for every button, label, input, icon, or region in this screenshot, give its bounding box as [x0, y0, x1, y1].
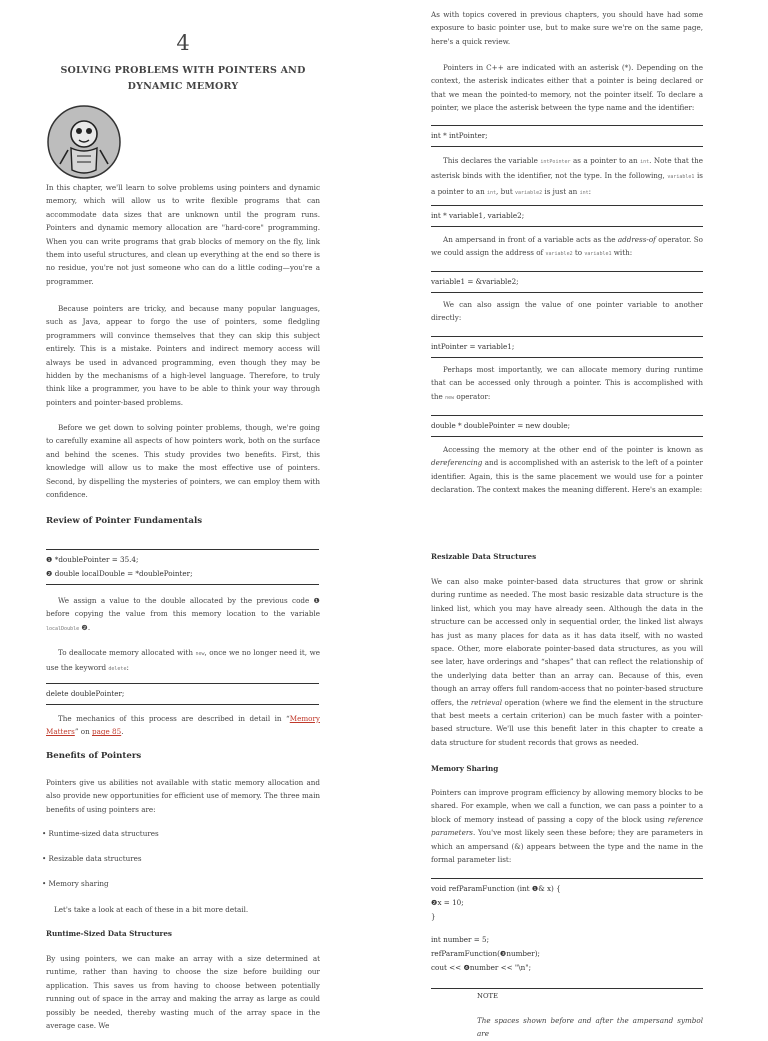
chapter-title	[46, 63, 320, 95]
note-paragraph: The spaces shown before and after the ampersand symbol are	[477, 1016, 703, 1039]
detail-paragraph: Let's take a look at each of these in a bit more detail.	[54, 905, 249, 914]
runtime-paragraph: By using pointers, we can make an array with a size determined at runtime, rather than having to choose the size before building our application. This saves us from having to choose between potentially running out of space in the array and making the array as large as could possibly be needed, thereby wasting much of the array space in the average case. We	[46, 954, 320, 1031]
review-paragraph-1: As with topics covered in previous chapters, you should have had some exposure to basic pointer use, but to make sure we're on the same page, here's a quick review.	[431, 10, 703, 46]
text-run: operation (where we find the element in the structure that best meets a certain criterion) can be much faster with a pointer-based structure. We'll use this benefit later in this chapter to create a data structure for student records that grows as needed.	[431, 697, 703, 747]
resizable-paragraph	[431, 575, 703, 749]
text-run: with:	[611, 248, 633, 258]
inline-code: localDouble	[46, 625, 80, 632]
chapter-title-line2: DYNAMIC MEMORY	[127, 81, 239, 92]
code-block-two-vars: int * variable1, variable2;	[431, 205, 703, 227]
text-run: Perhaps most importantly, we can allocate memory during runtime that can be accessed only through a pointer. This is accomplished with the	[431, 365, 703, 401]
dereferencing-paragraph	[431, 443, 703, 497]
chapter-number: 4	[176, 31, 190, 55]
text-run: :	[126, 663, 129, 673]
review-paragraph-2: Pointers in C++ are indicated with an asterisk (*). Depending on the context, the asterisk indicates either that a pointer is being declared or that we mean the pointed-to memory, not the pointer itself. To declare a pointer, we place the asterisk between the type name and the identifier:	[431, 63, 703, 113]
text-run: .	[121, 727, 124, 737]
text-run: Accessing the memory at the other end of the pointer is known as	[443, 445, 703, 454]
code-block-ref-param-call	[431, 933, 703, 978]
text-run: To deallocate memory allocated with	[58, 648, 196, 657]
memory-sharing-paragraph	[431, 786, 703, 866]
inline-code: int	[579, 189, 589, 196]
code-line: }	[431, 912, 436, 921]
address-of-paragraph	[431, 233, 703, 262]
runtime-heading: Runtime-Sized Data Structures	[46, 929, 172, 938]
text-run: The mechanics of this process are described in detail in “	[58, 714, 290, 723]
emphasis: address-of	[617, 235, 656, 244]
code-block-dereference	[46, 549, 319, 585]
text-run: . You've most likely seen these before; they are parameters in which an ampersand (&) appears between the type and the name in the formal parameter list:	[431, 828, 703, 865]
note-rule	[431, 988, 703, 989]
inline-code: int	[487, 189, 497, 196]
emphasis: retrieval	[470, 697, 503, 707]
code-block-assign-pointer: intPointer = variable1;	[431, 336, 703, 358]
inline-code: int	[640, 159, 650, 165]
inline-code: new	[445, 394, 455, 401]
text-run: We can also make pointer-based data structures that grow or shrink during runtime as needed. The most basic resizable data structure is the linked list, which you may have already seen. Although the data in the structure can be accessed only in sequential order, the linked list always has just as many places for data as it has data itself, with no wasted space. Other, more elaborate pointer-based data structures, as you will see later, have orderings and “shapes” that can reflect the relationship of the underlying data better than an array can. Because of this, even though an array offers full random-access that no pointer-based structure offers, the	[431, 577, 703, 707]
text-run: :	[588, 186, 592, 196]
inline-code: intPointer	[540, 159, 571, 165]
declare-paragraph	[431, 154, 703, 200]
inline-code: new	[195, 651, 205, 657]
code-block-address: variable1 = &variable2;	[431, 271, 703, 293]
text-run: ❷.	[79, 622, 91, 632]
text-run: ” on	[74, 727, 93, 737]
memory-sharing-heading: Memory Sharing	[431, 764, 499, 773]
note-label: NOTE	[477, 992, 499, 1000]
code-line: ❷x = 10;	[431, 898, 464, 907]
mechanics-paragraph	[46, 712, 320, 739]
intro-paragraph-3: Before we get down to solving pointer problems, though, we're going to carefully examine all aspects of how pointers work, both on the surface and behind the scenes. This study provides two benefits. First, this knowledge will allow us to make the most effective use of pointers. Second, by dispelling the mysteries of pointers, we can employ them with confidence.	[46, 423, 320, 500]
page-85-link[interactable]: page 85	[92, 727, 122, 737]
memory-matters-link[interactable]: Memory Matters	[46, 714, 320, 737]
code-block-delete: delete doublePointer;	[46, 683, 319, 705]
text-run: is a pointer to an	[431, 171, 703, 196]
chapter-title-line1: SOLVING PROBLEMS WITH POINTERS AND	[60, 65, 306, 76]
assign-pointer-paragraph: We can also assign the value of one pointer variable to another directly:	[431, 300, 703, 323]
code-line: int number = 5;	[431, 935, 490, 944]
text-run: is just an	[542, 186, 580, 196]
text-run: Pointers can improve program efficiency by allowing memory blocks to be shared. For example, when we call a function, we can pass a pointer to a block of memory instead of passing a copy of the block using	[431, 788, 703, 824]
benefits-paragraph: Pointers give us abilities not available with static memory allocation and also provide new opportunities for efficient use of memory. The three main benefits of using pointers are:	[46, 778, 320, 814]
inline-code: variable1	[584, 251, 612, 258]
code-block-ref-param-function	[431, 878, 703, 927]
code-line: cout << ❹number << "\n";	[431, 963, 531, 972]
emphasis: reference parameters	[431, 814, 703, 838]
inline-code: variable2	[515, 189, 543, 196]
text-run: This declares the variable	[443, 156, 541, 165]
emphasis: dereferencing	[431, 458, 483, 468]
code-line: refParamFunction(❸number);	[431, 949, 540, 958]
resizable-heading: Resizable Data Structures	[431, 552, 537, 561]
code-block-declare: int * intPointer;	[431, 125, 703, 147]
text-run: operator:	[454, 391, 491, 401]
review-heading: Review of Pointer Fundamentals	[46, 516, 203, 526]
inline-code: delete	[108, 666, 127, 673]
text-run: An ampersand in front of a variable acts as the	[443, 235, 618, 244]
intro-paragraph-2: Because pointers are tricky, and because many popular languages, such as Java, appear to forgo the use of pointers, some fledgling programmers will convince themselves that they can skip this subject entirely. This is a mistake. Pointers and indirect memory access will always be used in advanced programming, even though they may be hidden by the mechanisms of a high-level language. Therefore, to truly think like a programmer, you have to be able to think your way through pointers and pointer-based problems.	[46, 304, 320, 407]
text-run: We assign a value to the double allocated by the previous code ❶ before copying the value from this memory location to the variable	[46, 596, 320, 619]
dealloc-paragraph	[46, 646, 320, 677]
text-run: , once we no longer need it, we use the keyword	[46, 648, 320, 673]
text-run: operator. So we could assign the address of	[431, 235, 703, 258]
code-block-new-double: double * doublePointer = new double;	[431, 415, 703, 437]
bullet-runtime-sized: • Runtime-sized data structures	[42, 829, 159, 838]
chapter-illustration-icon	[46, 104, 122, 180]
code-line: ❷ double localDouble = *doublePointer;	[46, 569, 193, 578]
bullet-resizable: • Resizable data structures	[42, 854, 142, 863]
intro-paragraph-1: In this chapter, we'll learn to solve problems using pointers and dynamic memory, which will allow us to write flexible programs that can accommodate data sizes that are unknown until the program runs. Pointers and dynamic memory allocation are "hard-core" programming. When you can write programs that grab blocks of memory on the fly, link them into useful structures, and clean up everything at the end so there is no residue, you're not just someone who can do a little coding—you're a programmer.	[46, 183, 320, 286]
text-run: as a pointer to an	[570, 156, 641, 165]
inline-code: variable1	[667, 174, 695, 181]
text-run: , but	[496, 186, 516, 196]
inline-code: variable2	[545, 251, 573, 258]
code-line: void refParamFunction (int ❶& x) {	[431, 884, 561, 893]
benefits-heading: Benefits of Pointers	[46, 751, 142, 761]
text-run: . Note that the asterisk binds with the identifier, not the type. In the following,	[431, 156, 704, 181]
new-operator-paragraph	[431, 363, 703, 405]
text-run: and is accomplished with an asterisk to the left of a pointer identifier. Again, this is the same placement we would use for a pointer declaration. The context makes the meaning different. Here's an example:	[431, 458, 703, 495]
text-run: to	[572, 248, 585, 258]
code-line: ❶ *doublePointer = 35.4;	[46, 555, 139, 564]
assign-paragraph	[46, 594, 320, 636]
bullet-memory-sharing: • Memory sharing	[42, 879, 109, 888]
